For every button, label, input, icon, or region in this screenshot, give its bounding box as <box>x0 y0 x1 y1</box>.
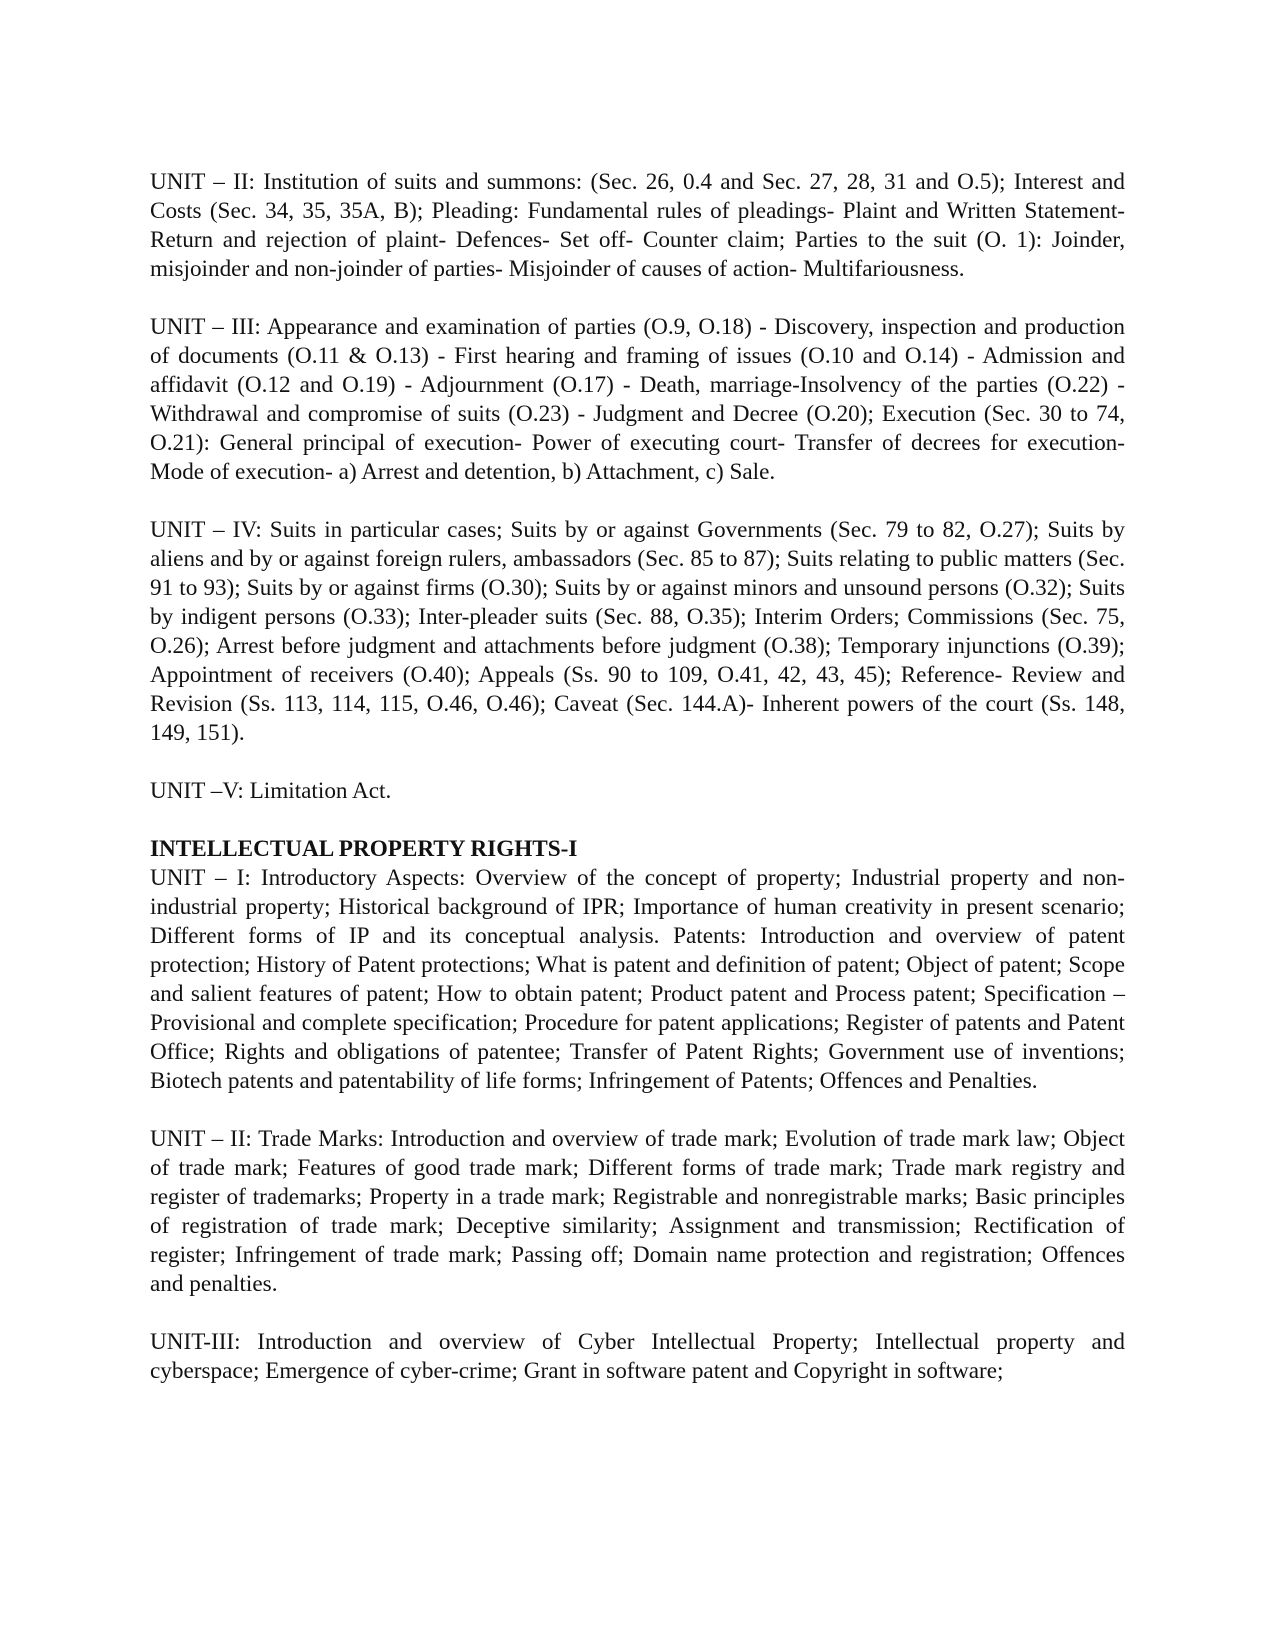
unit-v-cpc-paragraph: UNIT –V: Limitation Act. <box>150 778 392 804</box>
ipr-unit-iii-paragraph: UNIT-III: Introduction and overview of Cyber Intellectual Property; Intellectual property and cyberspace; Emergence of cyber-crime; Grant in software patent and Copyright in software; <box>150 1329 1125 1384</box>
unit-ii-cpc-paragraph: UNIT – II: Institution of suits and summons: (Sec. 26, 0.4 and Sec. 27, 28, 31 and O.5); Interest and Costs (Sec. 34, 35, 35A, B); Pleading: Fundamental rules of pleadings- Plaint and Written Statement- Return and rejection of plaint- Defences- Set off- Counter claim; Parties to the suit (O. 1): Joinder, misjoinder and non-joinder of parties- Misjoinder of causes of action- Multifariousness. <box>150 169 1125 282</box>
ipr-unit-ii-paragraph: UNIT – II: Trade Marks: Introduction and overview of trade mark; Evolution of trade mark law; Object of trade mark; Features of good trade mark; Different forms of trade mark; Trade mark registry and register of trademarks; Property in a trade mark; Registrable and nonregistrable marks; Basic principles of registration of trade mark; Deceptive similarity; Assignment and transmission; Rectification of register; Infringement of trade mark; Passing off; Domain name protection and registration; Offences and penalties. <box>150 1126 1125 1297</box>
unit-iii-cpc-paragraph: UNIT – III: Appearance and examination of parties (O.9, O.18) - Discovery, inspection and production of documents (O.11 & O.13) - First hearing and framing of issues (O.10 and O.14) - Admission and affidavit (O.12 and O.19) - Adjournment (O.17) - Death, marriage-Insolvency of the parties (O.22) - Withdrawal and compromise of suits (O.23) - Judgment and Decree (O.20); Execution (Sec. 30 to 74, O.21): General principal of execution- Power of executing court- Transfer of decrees for execution- Mode of execution- a) Arrest and detention, b) Attachment, c) Sale. <box>150 314 1125 485</box>
section-heading: INTELLECTUAL PROPERTY RIGHTS-I <box>150 836 578 862</box>
ipr-unit-i-paragraph: UNIT – I: Introductory Aspects: Overview of the concept of property; Industrial property and non-industrial property; Historical background of IPR; Importance of human creativity in present scenario; Different forms of IP and its conceptual analysis. Patents: Introduction and overview of patent protection; History of Patent protections; What is patent and definition of patent; Object of patent; Scope and salient features of patent; How to obtain patent; Product patent and Process patent; Specification – Provisional and complete specification; Procedure for patent applications; Register of patents and Patent Office; Rights and obligations of patentee; Transfer of Patent Rights; Government use of inventions; Biotech patents and patentability of life forms; Infringement of Patents; Offences and Penalties. <box>150 865 1125 1094</box>
unit-iv-cpc-paragraph: UNIT – IV: Suits in particular cases; Suits by or against Governments (Sec. 79 to 82, O.27); Suits by aliens and by or against foreign rulers, ambassadors (Sec. 85 to 87); Suits relating to public matters (Sec. 91 to 93); Suits by or against firms (O.30); Suits by or against minors and unsound persons (O.32); Suits by indigent persons (O.33); Inter-pleader suits (Sec. 88, O.35); Interim Orders; Commissions (Sec. 75, O.26); Arrest before judgment and attachments before judgment (O.38); Temporary injunctions (O.39); Appointment of receivers (O.40); Appeals (Ss. 90 to 109, O.41, 42, 43, 45); Reference- Review and Revision (Ss. 113, 114, 115, O.46, O.46); Caveat (Sec. 144.A)- Inherent powers of the court (Ss. 148, 149, 151). <box>150 517 1125 746</box>
document-page <box>150 168 1125 1386</box>
